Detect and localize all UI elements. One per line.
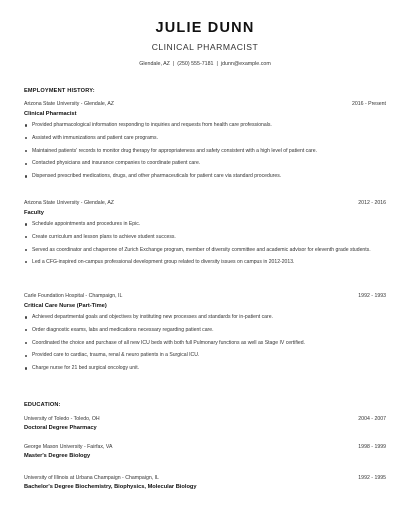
list-item: Order diagnostic exams, labs and medications necessary regarding patient care. (24, 327, 386, 334)
job-role: Faculty (24, 210, 44, 216)
education-entry (24, 475, 386, 491)
education-entry (24, 444, 386, 460)
education-section (24, 402, 386, 490)
degree: Master's Degree Biology (24, 453, 91, 459)
contact-line (0, 61, 410, 68)
list-item: Contacted physicians and insurance companies to coordinate patient care. (24, 160, 386, 167)
job-dates: 2016 - Present (351, 101, 386, 107)
job-dates: 2012 - 2016 (358, 200, 386, 206)
job-role: Clinical Pharmacist (24, 111, 77, 117)
employment-heading: EMPLOYMENT HISTORY: (24, 88, 95, 94)
list-item: Provided care to cardiac, trauma, renal & neuro patients in a Surgical ICU. (24, 352, 386, 359)
resume-header (0, 20, 410, 68)
education-header (24, 416, 386, 423)
job-header (24, 200, 386, 207)
job-bullets (24, 122, 386, 180)
job-header (24, 293, 386, 300)
education-header (24, 475, 386, 482)
contact-separator: | (216, 61, 218, 67)
job-entry (24, 293, 386, 378)
list-item: Dispensed prescribed medications, drugs, and other pharmaceuticals for patient care via standard procedures. (24, 173, 386, 180)
contact-email[interactable]: jdunn@example.com (220, 61, 271, 67)
degree: Bachelor's Degree Biochemistry, Biophysics, Molecular Biology (24, 484, 197, 490)
candidate-title: CLINICAL PHARMACIST (151, 42, 259, 52)
list-item: Schedule appointments and procedures in Epic. (24, 221, 386, 228)
list-item: Provided pharmacological information responding to inquiries and requests from health care professionals. (24, 122, 386, 129)
contact-location: Glendale, AZ (139, 61, 170, 67)
education-entry (24, 416, 386, 432)
job-entry (24, 101, 386, 186)
job-organization: Carle Foundation Hospital - Champaign, IL (24, 293, 123, 299)
school-name: University of Illinois at Urbana Champaign - Champaign, IL (24, 475, 159, 481)
job-dates: 1992 - 1993 (358, 293, 386, 299)
school-name: George Mason University - Fairfax, VA (24, 444, 113, 450)
education-dates: 1992 - 1995 (358, 475, 386, 481)
education-dates: 2004 - 2007 (358, 416, 386, 422)
list-item: Charge nurse for 21 bed surgical oncology unit. (24, 365, 386, 372)
list-item: Led a CFG-inspired on-campus professional development group related to diversity issues on campus in 2012-2013. (24, 259, 386, 266)
school-name: University of Toledo - Toledo, OH (24, 416, 100, 422)
contact-phone: (250) 555-7181 (177, 61, 214, 67)
education-header (24, 444, 386, 451)
candidate-name: JULIE DUNN (155, 20, 255, 36)
education-heading: EDUCATION: (24, 402, 61, 408)
list-item: Coordinated the choice and purchase of all new ICU beds with both full Pulmonary functions as well as Stage IV certified. (24, 340, 386, 347)
employment-section (24, 88, 386, 372)
education-dates: 1998 - 1999 (358, 444, 386, 450)
list-item: Maintained patients' records to monitor drug therapy for appropriateness and safety consistent with a high level of patient care. (24, 148, 386, 155)
list-item: Served as coordinator and chaperone of Zurich Exchange program, member of diversity committee and academic advisor for eleventh grade students. (24, 247, 386, 254)
job-header (24, 101, 386, 108)
contact-separator: | (172, 61, 175, 67)
job-role: Critical Care Nurse (Part-Time) (24, 303, 107, 309)
job-organization: Arizona State University - Glendale, AZ (24, 101, 114, 107)
job-organization: Arizona State University - Glendale, AZ (24, 200, 114, 206)
list-item: Assisted with immunizations and patient care programs. (24, 135, 386, 142)
list-item: Achieved departmental goals and objectives by instituting new processes and standards for in-patient care. (24, 314, 386, 321)
job-bullets (24, 314, 386, 372)
job-bullets (24, 221, 386, 265)
list-item: Create curriculum and lesson plans to achieve student success. (24, 234, 386, 241)
degree: Doctoral Degree Pharmacy (24, 425, 97, 431)
job-entry (24, 200, 386, 272)
